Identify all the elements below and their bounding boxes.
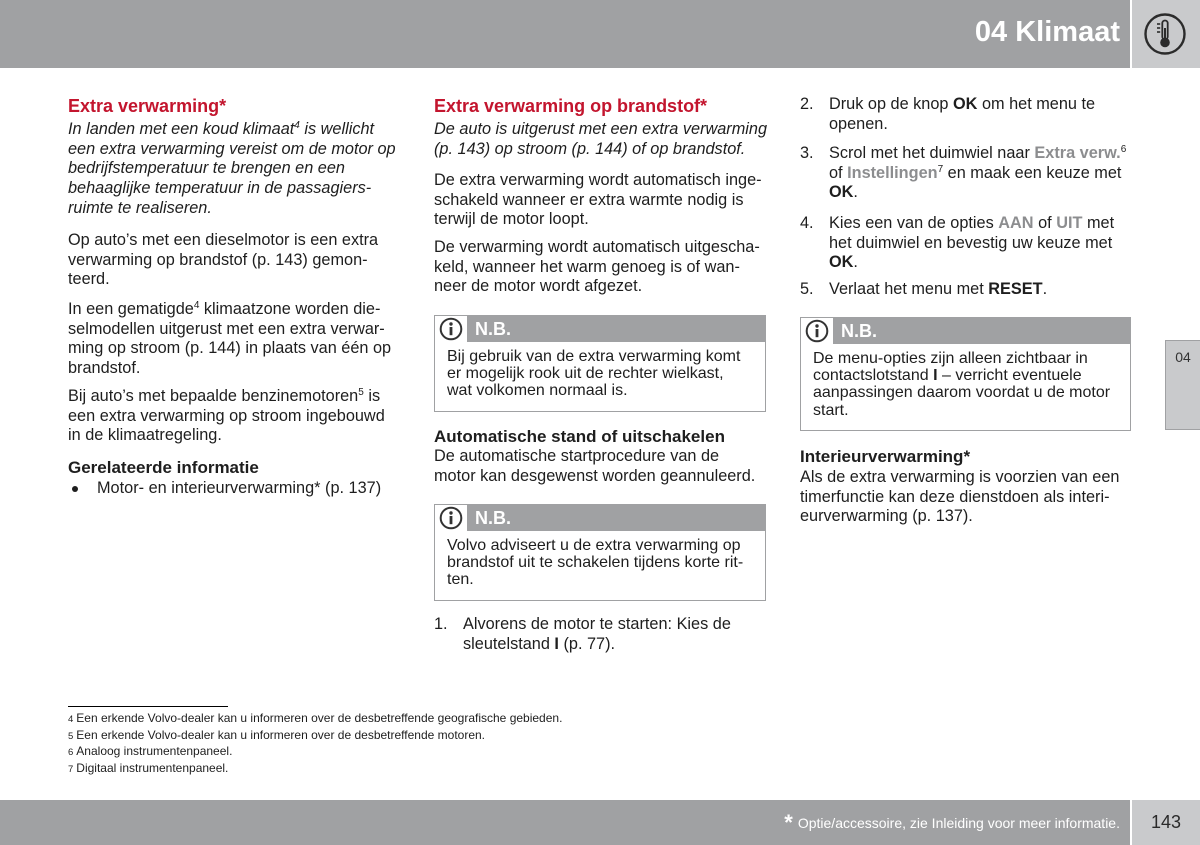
page-number-box: [1132, 800, 1200, 845]
footnote: [68, 744, 768, 761]
info-icon: [435, 316, 467, 342]
paragraph-line: schakeld wanneer er extra warmte nodig is: [434, 190, 744, 209]
step-number: 4.: [800, 214, 814, 232]
step-line: [829, 280, 1047, 300]
step-line: [829, 253, 1114, 273]
step-line: [829, 214, 1114, 234]
button-name: OK: [829, 253, 854, 272]
text-segment: .: [1042, 280, 1048, 298]
note-body: [435, 342, 765, 411]
step-text: [463, 615, 731, 654]
text-segment: sleutelstand: [463, 634, 555, 653]
footnote: [68, 761, 768, 778]
step-line: Alvorens de motor te starten: Kies de: [463, 615, 731, 633]
paragraph: [68, 231, 408, 290]
note-title: N.B.: [475, 319, 511, 339]
footnote: [68, 728, 768, 745]
chapter-icon-box: [1132, 0, 1200, 68]
paragraph: [434, 238, 774, 297]
paragraph-line: een extra verwarming op stroom ingebouwd: [68, 406, 385, 425]
note-box: [434, 504, 766, 601]
footnote-divider: [68, 706, 228, 707]
note-line: Bij gebruik van de extra verwarming komt: [447, 348, 741, 365]
footnote-text: Digitaal instrumentenpaneel.: [76, 760, 229, 775]
key-position: I: [933, 367, 938, 385]
subheading-interieurverwarming: Interieurverwarming*: [800, 447, 971, 466]
note-line: aanpassingen daarom voordat u de motor: [813, 384, 1111, 402]
footnote-text: Analoog instrumentenpaneel.: [76, 744, 233, 758]
page-number: 143: [1150, 812, 1182, 832]
text-segment: Verlaat het menu met: [829, 280, 989, 298]
paragraph-line: neer de motor wordt afgezet.: [434, 277, 643, 296]
note-line: er mogelijk rook uit de rechter wielkast,: [447, 365, 724, 383]
text-segment: Druk op de knop: [829, 95, 953, 113]
thermometer-icon: [1143, 12, 1187, 56]
note-line: start.: [813, 401, 849, 419]
text-segment: of: [829, 163, 848, 182]
paragraph-line: timerfunctie kan deze dienstdoen als interi-: [800, 487, 1110, 506]
paragraph-line: eurverwarming (p. 137).: [800, 507, 973, 526]
note-line: Volvo adviseert u de extra verwarming op: [447, 537, 741, 554]
paragraph-line: [68, 387, 408, 407]
step-number: 1.: [434, 615, 448, 633]
paragraph: [800, 468, 1140, 527]
paragraph-line: selmodellen uitgerust met een extra verwar-: [68, 319, 385, 338]
text-segment: – verricht eventuele: [937, 367, 1082, 385]
step-number: 5.: [800, 280, 814, 298]
section-heading-extra-verwarming: Extra verwarming*: [68, 96, 227, 116]
note-body: [801, 344, 1130, 430]
paragraph-line: in de klimaatregeling.: [68, 426, 222, 445]
menu-option: AAN: [998, 214, 1034, 232]
step-line: [463, 635, 731, 655]
text-segment: Kies een van de opties: [829, 214, 999, 232]
text-segment: met: [1082, 214, 1115, 232]
footer-asterisk: *: [784, 810, 793, 835]
footnote-number: 4: [68, 714, 74, 725]
note-title: N.B.: [841, 321, 877, 341]
paragraph-line: De verwarming wordt automatisch uitgescha-: [434, 238, 760, 256]
step-line: openen.: [829, 114, 888, 133]
button-name: RESET: [988, 280, 1043, 298]
note-header: [435, 505, 765, 531]
footer-note: [784, 810, 1120, 835]
paragraph-line: ruimte te realiseren.: [68, 198, 212, 217]
footnote-ref: 4: [193, 300, 200, 311]
step-text: [829, 214, 1114, 273]
note-header: [435, 316, 765, 342]
paragraph-line: brandstof.: [68, 359, 141, 378]
text-segment: klimaatzone worden die-: [199, 300, 381, 318]
text-segment: om het menu te: [977, 95, 1096, 113]
info-icon: [801, 318, 833, 344]
paragraph-line: De auto is uitgerust met een extra verwarming: [434, 120, 768, 138]
paragraph-line: [68, 300, 408, 320]
paragraph-line: motor kan desgewenst worden geannuleerd.: [434, 466, 756, 485]
note-line: De menu-opties zijn alleen zichtbaar in: [813, 350, 1088, 367]
note-box: [434, 315, 766, 412]
related-info-list: [68, 479, 408, 499]
footnote-number: 7: [68, 763, 74, 775]
paragraph: [434, 447, 774, 486]
chapter-side-tab: [1165, 340, 1200, 430]
step-line: [829, 164, 1126, 184]
paragraph-line: verwarming op brandstof (p. 143) gemon-: [68, 250, 368, 269]
note-title: N.B.: [475, 508, 511, 528]
text-segment: In landen met een koud klimaat: [68, 120, 295, 138]
text-segment: Scrol met het duimwiel naar: [829, 144, 1035, 162]
chapter-header-bar: [0, 0, 1130, 68]
paragraph-line: Op auto’s met een dieselmotor is een extra: [68, 231, 379, 249]
paragraph-line: De automatische startprocedure van de: [434, 447, 720, 465]
intro-paragraph: [68, 120, 408, 219]
step-text: [829, 280, 1047, 300]
step-line: [829, 95, 1095, 115]
text-segment: .: [853, 183, 858, 202]
paragraph-line: (p. 143) op stroom (p. 144) of op brandstof.: [434, 139, 746, 158]
footnote-ref: 5: [358, 387, 364, 398]
chapter-title: 04 Klimaat: [974, 16, 1120, 48]
text-segment: Bij auto’s met bepaalde benzinemotoren: [68, 387, 359, 405]
section-heading-extra-verwarming-brandstof: Extra verwarming op brandstof*: [434, 96, 708, 116]
note-line: brandstof uit te schakelen tijdens korte rit-: [447, 554, 744, 572]
step-line: [829, 144, 1126, 164]
footnotes: [68, 711, 768, 777]
step-line: het duimwiel en bevestig uw keuze met: [829, 233, 1113, 252]
footnote-text: Een erkende Volvo-dealer kan u informeren over de desbetreffende geografische gebieden.: [76, 711, 563, 725]
text-segment: of: [1033, 214, 1057, 232]
paragraph: [68, 300, 408, 379]
footnote-ref: 7: [937, 163, 944, 175]
step-number: 3.: [800, 144, 814, 162]
related-info-heading: Gerelateerde informatie: [68, 458, 259, 477]
paragraph-line: behaaglijke temperatuur in de passagiers-: [68, 179, 372, 198]
text-segment: en maak een keuze met: [943, 163, 1122, 182]
text-segment: (p. 77).: [558, 634, 616, 653]
footnote-number: 6: [68, 747, 74, 758]
step-text: [829, 95, 1095, 134]
paragraph-line: een extra verwarming vereist om de motor op: [68, 139, 396, 158]
text-segment: is: [363, 387, 381, 405]
paragraph: [434, 171, 774, 230]
text-segment: contactslotstand: [813, 367, 934, 385]
side-tab-label: 04: [1175, 349, 1191, 365]
key-position: I: [554, 634, 559, 653]
note-line: [813, 367, 1118, 384]
paragraph-line: teerd.: [68, 270, 110, 289]
paragraph-line: terwijl de motor loopt.: [434, 210, 589, 229]
note-body: [435, 531, 765, 600]
step-line: [829, 183, 1126, 203]
info-icon: [435, 505, 467, 531]
text-segment: In een gematigde: [68, 300, 194, 318]
text-segment: is wellicht: [299, 120, 375, 138]
paragraph: [68, 387, 408, 446]
footnote: [68, 711, 768, 728]
note-box: [800, 317, 1131, 431]
button-name: OK: [953, 95, 978, 113]
footnote-text: Een erkende Volvo-dealer kan u informeren over de desbetreffende motoren.: [76, 727, 485, 742]
paragraph-line: ming op stroom (p. 144) in plaats van één op: [68, 339, 392, 358]
step-number: 2.: [800, 95, 814, 113]
menu-option: UIT: [1056, 214, 1083, 232]
step-text: [829, 144, 1126, 203]
page-footer-bar: [0, 800, 1130, 845]
note-line: ten.: [447, 571, 474, 589]
paragraph-line: [68, 120, 408, 140]
button-name: OK: [829, 183, 854, 202]
menu-option: Extra verw.: [1034, 144, 1121, 162]
paragraph-line: bedrijfstemperatuur te brengen en een: [68, 159, 345, 178]
note-line: wat volkomen normaal is.: [447, 382, 628, 400]
footnote-ref: 4: [294, 120, 300, 131]
paragraph-line: De extra verwarming wordt automatisch inge-: [434, 171, 762, 189]
footnote-number: 5: [68, 730, 74, 742]
list-item: [68, 479, 408, 499]
subheading-automatische-stand: Automatische stand of uitschakelen: [434, 427, 725, 446]
text-segment: .: [853, 253, 858, 272]
menu-option: Instellingen: [847, 163, 938, 182]
footnote-ref: 6: [1120, 144, 1127, 155]
footer-note-text: Optie/accessoire, zie Inleiding voor meer informatie.: [797, 815, 1120, 831]
intro-paragraph: [434, 120, 774, 159]
paragraph-line: keld, wanneer het warm genoeg is of wan-: [434, 257, 740, 276]
paragraph-line: Als de extra verwarming is voorzien van een: [800, 468, 1120, 486]
related-link-text: Motor- en interieurverwarming* (p. 137): [97, 479, 382, 497]
bullet-icon: [72, 486, 78, 492]
note-header: [801, 318, 1130, 344]
